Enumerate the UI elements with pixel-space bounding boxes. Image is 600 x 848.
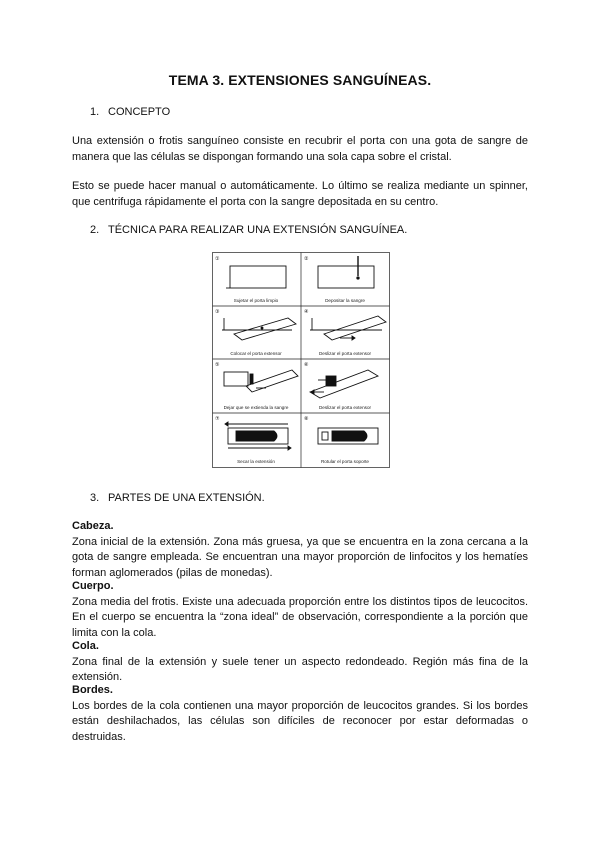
description-cuerpo: Zona media del frotis. Existe una adecuada proporción entre los distintos tipos de leucocitos. En el cuerpo se encuentra la “zona ideal” de observación, correspondiente a la porción que limita con la cola. (72, 596, 528, 639)
section-heading-tecnica (90, 224, 407, 236)
technique-figure (212, 252, 390, 468)
section-heading-concepto (90, 106, 170, 118)
section-number: 3. (90, 492, 100, 504)
step-8-caption: Rotular el porta soporte (320, 459, 370, 464)
description-bordes: Los bordes de la cola contienen una mayor proporción de leucocitos grandes. Si los bordes están deshilachados, las células son difíciles de reconocer por estar deformadas o destruidas. (72, 700, 528, 743)
step-7-caption: Secar la extensión (237, 459, 275, 464)
step-3-number: ③ (215, 309, 220, 315)
step-1-caption: Sujetar el porta limpio (233, 298, 279, 303)
section-heading-partes (90, 492, 265, 504)
term-cabeza: Cabeza. (72, 520, 114, 532)
concepto-paragraph-1: Una extensión o frotis sanguíneo consiste en recubrir el porta con una gota de sangre de manera que las células se dispongan formando una sola capa sobre el cristal. (72, 135, 528, 163)
term-bordes: Bordes. (72, 684, 113, 696)
section-title: PARTES DE UNA EXTENSIÓN. (108, 492, 265, 504)
step-4-number: ④ (304, 309, 309, 315)
section-title: TÉCNICA PARA REALIZAR UNA EXTENSIÓN SANGUÍNEA. (108, 224, 408, 236)
step-6-caption: Deslizar el porta extensor (318, 405, 372, 410)
section-number: 2. (90, 224, 100, 236)
step-5-number: ⑤ (215, 362, 220, 368)
step-3-caption: Colocar el porta extensor (230, 351, 282, 356)
section-title: CONCEPTO (108, 106, 171, 118)
step-2-caption: Depositar la sangre (325, 298, 365, 303)
step-6-number: ⑥ (304, 362, 309, 368)
step-5-caption: Dejar que se extienda la sangre (223, 405, 289, 410)
section-number: 1. (90, 106, 100, 118)
concepto-paragraph-2: Esto se puede hacer manual o automáticamente. Lo último se realiza mediante un spinner, que centrifuga rápidamente el porta con la sangre depositada en su centro. (72, 180, 528, 208)
step-2-number: ② (304, 256, 309, 262)
step-7-number: ⑦ (215, 416, 220, 422)
term-cuerpo: Cuerpo. (72, 580, 114, 592)
page-title: TEMA 3. EXTENSIONES SANGUÍNEAS. (168, 72, 432, 88)
term-cola: Cola. (72, 640, 99, 652)
description-cola: Zona final de la extensión y suele tener un aspecto redondeado. Región más fina de la extensión. (72, 656, 528, 684)
step-4-caption: Deslizar el porta extensor (318, 351, 372, 356)
step-8-number: ⑧ (304, 416, 309, 422)
step-1-number: ① (215, 256, 220, 262)
description-cabeza: Zona inicial de la extensión. Zona más gruesa, ya que se encuentra en la zona cercana a la gota de sangre empleada. Se encuentran una mayor proporción de linfocitos y los hematíes forman aglomerados (pilas de monedas). (72, 536, 528, 579)
